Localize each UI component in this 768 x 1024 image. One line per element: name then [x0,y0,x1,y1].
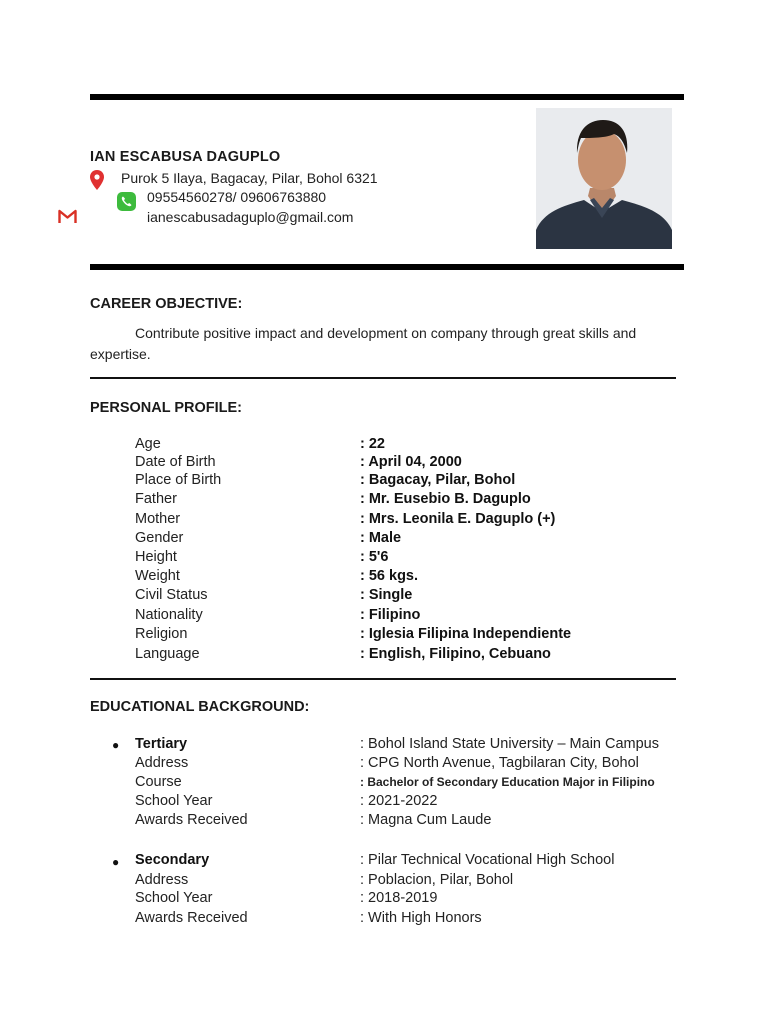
profile-label-height: Height [135,549,177,565]
educational-background-heading: EDUCATIONAL BACKGROUND: [90,699,310,715]
tertiary-school: : Bohol Island State University – Main Campus [360,736,659,752]
header-bottom-rule [90,264,684,270]
profile-label-weight: Weight [135,568,180,584]
tertiary-awards-label: Awards Received [135,812,248,828]
profile-value-father: : Mr. Eusebio B. Daguplo [360,491,531,507]
profile-value-date-of-birth: : April 04, 2000 [360,454,462,470]
profile-label-father: Father [135,491,177,507]
tertiary-awards: : Magna Cum Laude [360,812,492,828]
profile-label-language: Language [135,646,200,662]
secondary-address-label: Address [135,872,189,888]
tertiary-course-label: Course [135,774,182,790]
phone-icon [117,192,136,216]
address-text: Purok 5 Ilaya, Bagacay, Pilar, Bohol 6321 [121,170,378,186]
tertiary-address-label: Address [135,755,189,771]
profile-label-religion: Religion [135,626,188,642]
tertiary-level-label: Tertiary [135,736,188,752]
profile-photo [536,108,672,249]
gmail-icon [58,209,77,229]
secondary-address: : Poblacion, Pilar, Bohol [360,872,514,888]
career-objective-text: Contribute positive impact and development on company through great skills and expertise. [90,325,637,362]
email-text: ianescabusadaguplo@gmail.com [147,209,354,225]
career-objective-heading: CAREER OBJECTIVE: [90,296,243,312]
header-top-rule [90,94,684,100]
profile-label-mother: Mother [135,511,181,527]
profile-label-civil-status: Civil Status [135,587,208,603]
profile-label-age: Age [135,436,161,452]
profile-value-height: : 5'6 [360,549,389,565]
profile-value-age: : 22 [360,436,385,452]
profile-value-weight: : 56 kgs. [360,568,419,584]
secondary-awards-label: Awards Received [135,910,248,926]
profile-label-place-of-birth: Place of Birth [135,472,222,488]
profile-value-religion: : Iglesia Filipina Independiente [360,626,572,642]
profile-value-mother: : Mrs. Leonila E. Daguplo (+) [360,511,556,527]
tertiary-course [360,774,655,790]
applicant-name: IAN ESCABUSA DAGUPLO [90,149,281,165]
phone-text: 09554560278/ 09606763880 [147,189,327,205]
section-divider [90,678,676,680]
profile-value-nationality: : Filipino [360,607,421,623]
bullet-icon: ● [112,738,120,752]
tertiary-course-text: : Bachelor of Secondary Education Major in Filipino [360,775,655,789]
personal-profile-heading: PERSONAL PROFILE: [90,400,242,416]
secondary-school: : Pilar Technical Vocational High School [360,852,615,868]
profile-value-place-of-birth: : Bagacay, Pilar, Bohol [360,472,516,488]
profile-label-nationality: Nationality [135,607,203,623]
profile-value-civil-status: : Single [360,587,413,603]
secondary-awards: : With High Honors [360,910,482,926]
secondary-level-label: Secondary [135,852,210,868]
secondary-year: : 2018-2019 [360,890,438,906]
tertiary-address: : CPG North Avenue, Tagbilaran City, Bohol [360,755,639,771]
profile-label-gender: Gender [135,530,184,546]
tertiary-year: : 2021-2022 [360,793,438,809]
profile-label-date-of-birth: Date of Birth [135,454,216,470]
profile-value-gender: : Male [360,530,402,546]
secondary-year-label: School Year [135,890,213,906]
location-pin-icon [90,170,104,195]
bullet-icon: ● [112,855,120,869]
tertiary-year-label: School Year [135,793,213,809]
section-divider [90,377,676,379]
profile-value-language: : English, Filipino, Cebuano [360,646,551,662]
